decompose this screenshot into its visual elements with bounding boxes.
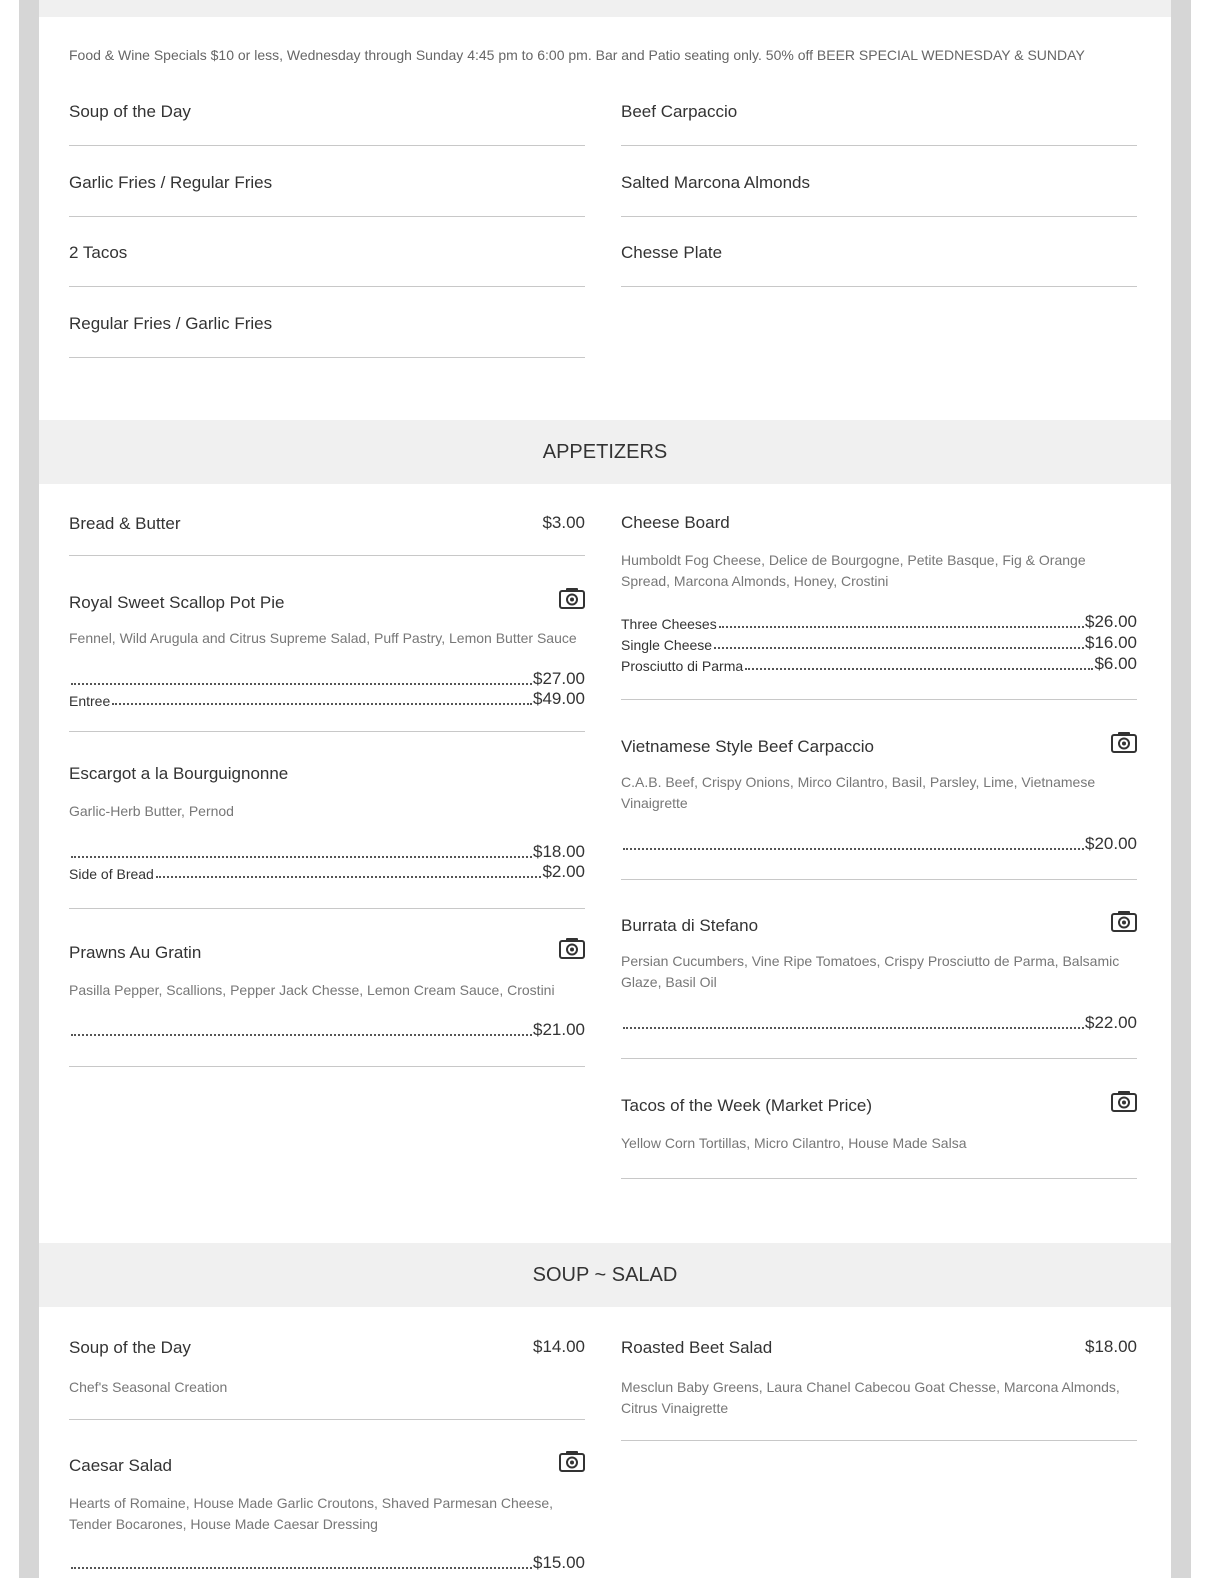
divider bbox=[621, 1440, 1137, 1441]
item-name: Burrata di Stefano bbox=[621, 916, 759, 935]
camera-icon[interactable] bbox=[1111, 731, 1137, 753]
dot-leader bbox=[623, 848, 1084, 850]
price-line bbox=[69, 1553, 585, 1573]
item-description: Fennel, Wild Arugula and Citrus Supreme Salad, Puff Pastry, Lemon Butter Sauce bbox=[69, 630, 577, 646]
dot-leader bbox=[71, 856, 532, 858]
price-line bbox=[621, 654, 1137, 674]
divider bbox=[69, 908, 585, 909]
price-label: Three Cheeses bbox=[621, 616, 717, 632]
item-name: Prawns Au Gratin bbox=[69, 943, 202, 962]
menu-item-beef-carpaccio bbox=[621, 731, 1137, 881]
price-value: $20.00 bbox=[1085, 834, 1137, 853]
specials-item bbox=[69, 216, 585, 287]
price-value: $15.00 bbox=[533, 1553, 585, 1572]
item-description: Yellow Corn Tortillas, Micro Cilantro, House Made Salsa bbox=[621, 1135, 967, 1151]
item-name: Tacos of the Week (Market Price) bbox=[621, 1096, 872, 1115]
menu-item-cheese-board bbox=[621, 510, 1137, 700]
dot-leader bbox=[719, 626, 1084, 628]
menu-item-tacos-of-the-week bbox=[621, 1090, 1137, 1180]
item-description: Chef's Seasonal Creation bbox=[69, 1379, 228, 1395]
item-name: Roasted Beet Salad bbox=[621, 1338, 773, 1357]
specials-item-name: 2 Tacos bbox=[69, 243, 128, 262]
camera-icon[interactable] bbox=[559, 937, 585, 959]
price-value: $2.00 bbox=[542, 862, 585, 881]
divider bbox=[621, 1058, 1137, 1059]
specials-item bbox=[69, 146, 585, 217]
dot-leader bbox=[71, 1567, 532, 1569]
price-line bbox=[69, 689, 585, 709]
item-price: $14.00 bbox=[533, 1337, 585, 1356]
dot-leader bbox=[71, 1034, 532, 1036]
camera-icon[interactable] bbox=[1111, 910, 1137, 932]
menu-item-bread-butter bbox=[69, 510, 585, 556]
price-value: $6.00 bbox=[1094, 654, 1137, 673]
menu-item-escargot bbox=[69, 760, 585, 910]
specials-note: Food & Wine Specials $10 or less, Wednesday through Sunday 4:45 pm to 6:00 pm. Bar and Patio seating only. 50% off BEER SPECIAL WEDNESDAY & SUNDAY bbox=[69, 47, 1085, 63]
price-line bbox=[621, 633, 1137, 653]
divider bbox=[621, 879, 1137, 880]
item-description: Hearts of Romaine, House Made Garlic Croutons, Shaved Parmesan Cheese, Tender Bocarones, House Made Caesar Dressing bbox=[69, 1495, 554, 1532]
specials-item bbox=[69, 75, 585, 146]
divider bbox=[69, 731, 585, 732]
section-title: APPETIZERS bbox=[542, 441, 668, 463]
specials-item-name: Regular Fries / Garlic Fries bbox=[69, 314, 273, 333]
dot-leader bbox=[156, 876, 542, 878]
section-header-top bbox=[39, 0, 1171, 17]
price-label: Side of Bread bbox=[69, 866, 154, 882]
camera-icon[interactable] bbox=[1111, 1090, 1137, 1112]
specials-item bbox=[621, 75, 1137, 146]
camera-icon[interactable] bbox=[559, 1450, 585, 1472]
price-line bbox=[69, 1020, 585, 1040]
page-gutter-left bbox=[19, 0, 39, 1578]
item-name: Bread & Butter bbox=[69, 514, 181, 533]
menu-item-caesar-salad bbox=[69, 1450, 585, 1578]
dot-leader bbox=[714, 647, 1084, 649]
item-name: Escargot a la Bourguignonne bbox=[69, 764, 289, 783]
price-value: $18.00 bbox=[533, 842, 585, 861]
price-line bbox=[621, 612, 1137, 632]
price-label: Prosciutto di Parma bbox=[621, 658, 744, 674]
price-line bbox=[69, 669, 585, 689]
item-name: Vietnamese Style Beef Carpaccio bbox=[621, 737, 874, 756]
price-line bbox=[69, 862, 585, 882]
item-name: Royal Sweet Scallop Pot Pie bbox=[69, 593, 285, 612]
specials-item-name: Salted Marcona Almonds bbox=[621, 173, 810, 192]
item-description: Mesclun Baby Greens, Laura Chanel Cabecou Goat Chesse, Marcona Almonds, Citrus Vinaigrette bbox=[621, 1379, 1120, 1416]
price-value: $27.00 bbox=[533, 669, 585, 688]
section-header-appetizers bbox=[39, 420, 1171, 484]
item-description: Humboldt Fog Cheese, Delice de Bourgogne, Petite Basque, Fig & Orange Spread, Marcona Almonds, Honey, Crostini bbox=[621, 552, 1086, 589]
menu-item-scallop-pot-pie bbox=[69, 587, 585, 737]
item-price: $3.00 bbox=[542, 513, 585, 532]
section-header-soup-salad bbox=[39, 1243, 1171, 1307]
specials-item bbox=[621, 216, 1137, 287]
price-value: $49.00 bbox=[533, 689, 585, 708]
menu-item-roasted-beet-salad bbox=[621, 1336, 1137, 1446]
divider bbox=[69, 1066, 585, 1067]
price-value: $26.00 bbox=[1085, 612, 1137, 631]
dot-leader bbox=[623, 1027, 1084, 1029]
dot-leader bbox=[112, 703, 532, 705]
item-description: C.A.B. Beef, Crispy Onions, Mirco Cilantro, Basil, Parsley, Lime, Vietnamese Vinaigrette bbox=[621, 774, 1096, 811]
item-description: Garlic-Herb Butter, Pernod bbox=[69, 803, 234, 819]
specials-item bbox=[69, 287, 585, 358]
specials-item-name: Chesse Plate bbox=[621, 243, 723, 262]
divider bbox=[621, 1178, 1137, 1179]
menu-container bbox=[39, 0, 1171, 1578]
item-price: $18.00 bbox=[1085, 1337, 1137, 1356]
divider bbox=[69, 1419, 585, 1420]
specials-item-name: Beef Carpaccio bbox=[621, 102, 738, 121]
item-name: Soup of the Day bbox=[69, 1338, 191, 1357]
price-line bbox=[621, 834, 1137, 854]
price-value: $16.00 bbox=[1085, 633, 1137, 652]
price-value: $22.00 bbox=[1085, 1013, 1137, 1032]
specials-item-name: Garlic Fries / Regular Fries bbox=[69, 173, 273, 192]
menu-item-burrata bbox=[621, 910, 1137, 1060]
price-value: $21.00 bbox=[533, 1020, 585, 1039]
price-label: Single Cheese bbox=[621, 637, 713, 653]
price-line bbox=[69, 842, 585, 862]
page-gutter-right bbox=[1171, 0, 1191, 1578]
price-label: Entree bbox=[69, 693, 111, 709]
specials-item-name: Soup of the Day bbox=[69, 102, 191, 121]
camera-icon[interactable] bbox=[559, 587, 585, 609]
menu-item-prawns-au-gratin bbox=[69, 937, 585, 1067]
divider bbox=[621, 699, 1137, 700]
divider bbox=[69, 555, 585, 556]
price-line bbox=[621, 1013, 1137, 1033]
item-description: Persian Cucumbers, Vine Ripe Tomatoes, Crispy Prosciutto de Parma, Balsamic Glaze, Basil Oil bbox=[621, 953, 1120, 990]
item-name: Caesar Salad bbox=[69, 1456, 173, 1475]
item-description: Pasilla Pepper, Scallions, Pepper Jack Chesse, Lemon Cream Sauce, Crostini bbox=[69, 982, 555, 998]
dot-leader bbox=[745, 668, 1093, 670]
section-title: SOUP ~ SALAD bbox=[532, 1264, 678, 1286]
item-name: Cheese Board bbox=[621, 513, 730, 532]
menu-item-soup-of-the-day bbox=[69, 1336, 585, 1421]
dot-leader bbox=[71, 683, 532, 685]
specials-item bbox=[621, 146, 1137, 217]
